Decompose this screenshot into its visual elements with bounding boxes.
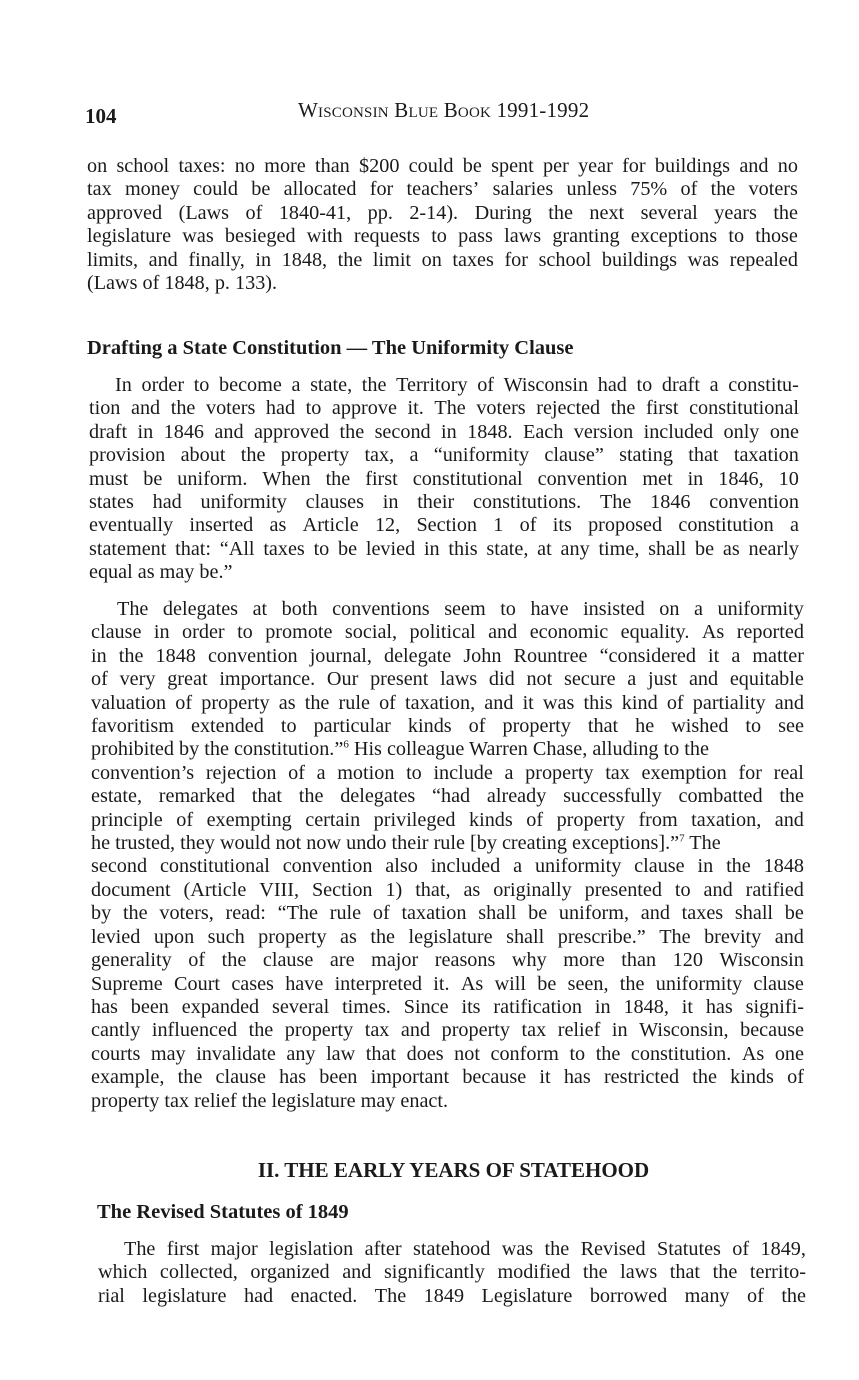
paragraph-line: in the 1848 convention journal, delegate John Rountree “considered it a matter [91, 644, 804, 667]
paragraph-line: second constitutional convention also included a uniformity clause in the 1848 [91, 855, 804, 878]
running-head-years: 1991-1992 [496, 98, 590, 122]
intro-line: on school taxes: no more than $200 could be spent per year for buildings and no [87, 155, 798, 177]
paragraph-line: The delegates at both conventions seem to have insisted on a uniformity [117, 598, 804, 620]
paragraph-line: has been expanded several times. Since its ratification in 1848, it has signifi- [91, 995, 804, 1018]
running-head-lue: LUE [408, 105, 439, 121]
paragraph-line: example, the clause has been important because it has restricted the kinds of [91, 1066, 804, 1089]
paragraph-line: favoritism extended to particular kinds of property that he wished to see [91, 715, 804, 738]
paragraph-line: principle of exempting certain privileged kinds of property from taxation, and [91, 808, 804, 831]
running-head-w: W [298, 98, 319, 122]
footnote-marker-6[interactable]: 6 [343, 738, 349, 751]
paragraph-line-with-footnote-7 [91, 832, 804, 855]
paragraph-line: Supreme Court cases have interpreted it. As will be seen, the uniformity clause [91, 972, 804, 995]
paragraph-line: convention’s rejection of a motion to include a property tax exemption for real [91, 761, 804, 784]
paragraph-line: cantly influenced the property tax and property tax relief in Wisconsin, because [91, 1019, 804, 1042]
running-head-isconsin: ISCONSIN [318, 105, 389, 121]
paragraph-line: eventually inserted as Article 12, Section 1 of its proposed constitution a [89, 514, 799, 537]
section-heading-uniformity-clause: Drafting a State Constitution — The Uniformity Clause [87, 337, 574, 359]
paragraph-line: estate, remarked that the delegates “had already successfully combatted the [91, 785, 804, 808]
running-head-ook: OOK [457, 105, 492, 121]
section-heading-early-statehood: II. THE EARLY YEARS OF STATEHOOD [257, 1158, 650, 1182]
uniformity-paragraph-2 [91, 598, 804, 1113]
continuation-text: The [684, 832, 721, 855]
paragraph-line: of very great importance. Our present laws did not secure a just and equitable [91, 668, 804, 691]
running-head-b1: B [394, 98, 409, 122]
paragraph-line: states had uniformity clauses in their constitutions. The 1846 convention [89, 491, 799, 514]
intro-paragraph [87, 155, 798, 295]
paragraph-line: The first major legislation after statehood was the Revised Statutes of 1849, [124, 1238, 806, 1260]
revised-statutes-paragraph [98, 1238, 806, 1308]
paragraph-line: clause in order to promote social, political and economic equality. As reported [91, 621, 804, 644]
footnote-marker-7[interactable]: 7 [679, 832, 685, 845]
quote-end-text: he trusted, they would not now undo their rule [by creating exceptions].” [91, 832, 680, 855]
paragraph-line: In order to become a state, the Territory of Wisconsin had to draft a constitu- [115, 374, 799, 396]
intro-line: legislature was besieged with requests to pass laws granting exceptions to those [87, 225, 798, 248]
quote-end-text: prohibited by the constitution.” [91, 738, 344, 761]
paragraph-line: document (Article VIII, Section 1) that, as originally presented to and ratified [91, 878, 804, 901]
running-head [298, 98, 589, 123]
paragraph-line: which collected, organized and significantly modified the laws that the territo- [98, 1261, 806, 1284]
running-head-b2: B [443, 98, 458, 122]
paragraph-line: provision about the property tax, a “uniformity clause” stating that taxation [89, 444, 799, 467]
intro-line: approved (Laws of 1840-41, pp. 2-14). During the next several years the [87, 201, 798, 224]
paragraph-line: draft in 1846 and approved the second in 1848. Each version included only one [89, 420, 799, 443]
paragraph-line: valuation of property as the rule of taxation, and it was this kind of partiality and [91, 691, 804, 714]
paragraph-line: property tax relief the legislature may enact. [91, 1089, 449, 1112]
paragraph-line: generality of the clause are major reasons why more than 120 Wisconsin [91, 949, 804, 972]
intro-line: tax money could be allocated for teachers’ salaries unless 75% of the voters [87, 178, 798, 201]
paragraph-line: by the voters, read: “The rule of taxation shall be uniform, and taxes shall be [91, 902, 804, 925]
paragraph-line: tion and the voters had to approve it. The voters rejected the first constitutional [89, 397, 799, 420]
paragraph-line: statement that: “All taxes to be levied in this state, at any time, shall be as nearly [89, 537, 799, 560]
paragraph-line: must be uniform. When the first constitutional convention met in 1846, 10 [89, 467, 799, 490]
paragraph-line-with-footnote-6 [91, 738, 804, 761]
uniformity-paragraph-1 [89, 374, 799, 585]
intro-line: limits, and finally, in 1848, the limit on taxes for school buildings was repealed [87, 248, 798, 271]
paragraph-line: equal as may be.” [89, 561, 233, 584]
paragraph-line: courts may invalidate any law that does not conform to the constitution. As one [91, 1042, 804, 1065]
page-number: 104 [85, 104, 117, 128]
subheading-revised-statutes: The Revised Statutes of 1849 [97, 1201, 349, 1223]
paragraph-line: rial legislature had enacted. The 1849 Legislature borrowed many of the [98, 1284, 806, 1307]
intro-line: (Laws of 1848, p. 133). [87, 272, 278, 295]
paragraph-line: levied upon such property as the legislature shall prescribe.” The brevity and [91, 925, 804, 948]
continuation-text: His colleague Warren Chase, alluding to the [348, 738, 709, 761]
